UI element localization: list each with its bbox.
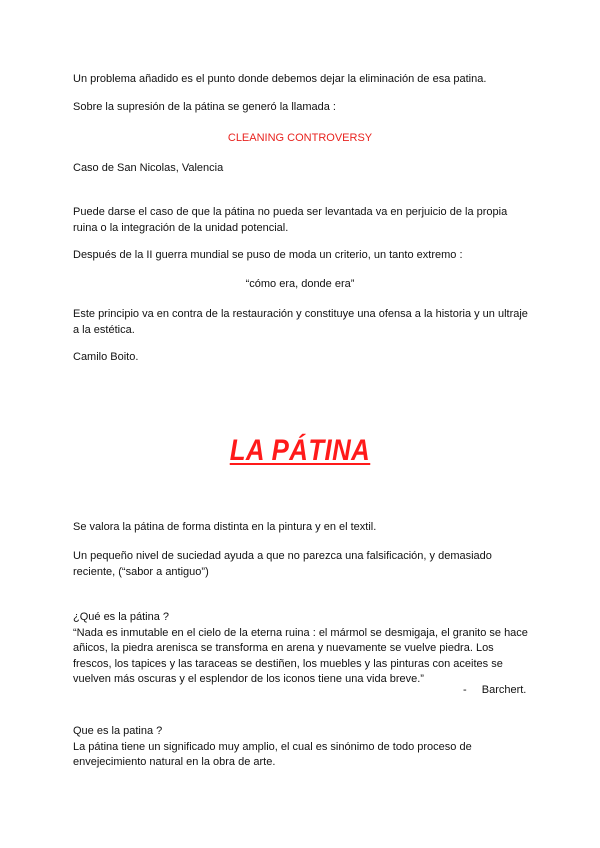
- signature-dash: -: [463, 684, 467, 696]
- paragraph-principio: Este principio va en contra de la restauración y constituye una ofensa a la historia y un ultraje a la estética.: [73, 308, 528, 336]
- paragraph-patina-removal: Un problema añadido es el punto donde debemos dejar la eliminación de esa patina.: [73, 73, 487, 85]
- paragraph-valora: Se valora la pátina de forma distinta en la pintura y en el textil.: [73, 521, 377, 533]
- paragraph-camilo-boito: Camilo Boito.: [73, 351, 139, 363]
- signature-name: Barchert.: [481, 684, 527, 696]
- section-title: LA PÁTINA: [229, 434, 371, 467]
- paragraph-suciedad: Un pequeño nivel de suciedad ayuda a que no parezca una falsificación, y demasiado reciente, (“sabor a antiguo”): [73, 550, 492, 578]
- paragraph-san-nicolas: Caso de San Nicolas, Valencia: [73, 162, 224, 174]
- paragraph-patina-definition: La pátina tiene un significado muy amplio, el cual es sinónimo de todo proceso de envejecimiento natural en la obra de arte.: [73, 740, 472, 768]
- cleaning-controversy-label: CLEANING CONTROVERSY: [227, 132, 373, 144]
- quote-barchert: “Nada es inmutable en el cielo de la eterna ruina : el mármol se desmigaja, el granito se hace añicos, la piedra arenisca se transforma en arena y nuevamente se vuelve piedra. Los frescos, los tapices y las taraceas se destiñen, los muebles y las pinturas con aceites se vuelven más oscuras y el esplendor de los iconos tiene una vida breve.”: [73, 626, 528, 685]
- paragraph-supresion: Sobre la supresión de la pátina se generó la llamada :: [73, 101, 336, 113]
- paragraph-ruina: Puede darse el caso de que la pátina no pueda ser levantada va en perjuicio de la propia ruina o la integración de la unidad potencial.: [73, 206, 508, 234]
- question-heading-2: Que es la patina ?: [73, 725, 163, 737]
- question-heading-1: ¿Qué es la pátina ?: [73, 611, 170, 623]
- quote-signature: [463, 684, 526, 696]
- paragraph-guerra-mundial: Después de la II guerra mundial se puso de moda un criterio, un tanto extremo :: [73, 249, 463, 261]
- quote-como-era: “cómo era, donde era”: [245, 278, 355, 290]
